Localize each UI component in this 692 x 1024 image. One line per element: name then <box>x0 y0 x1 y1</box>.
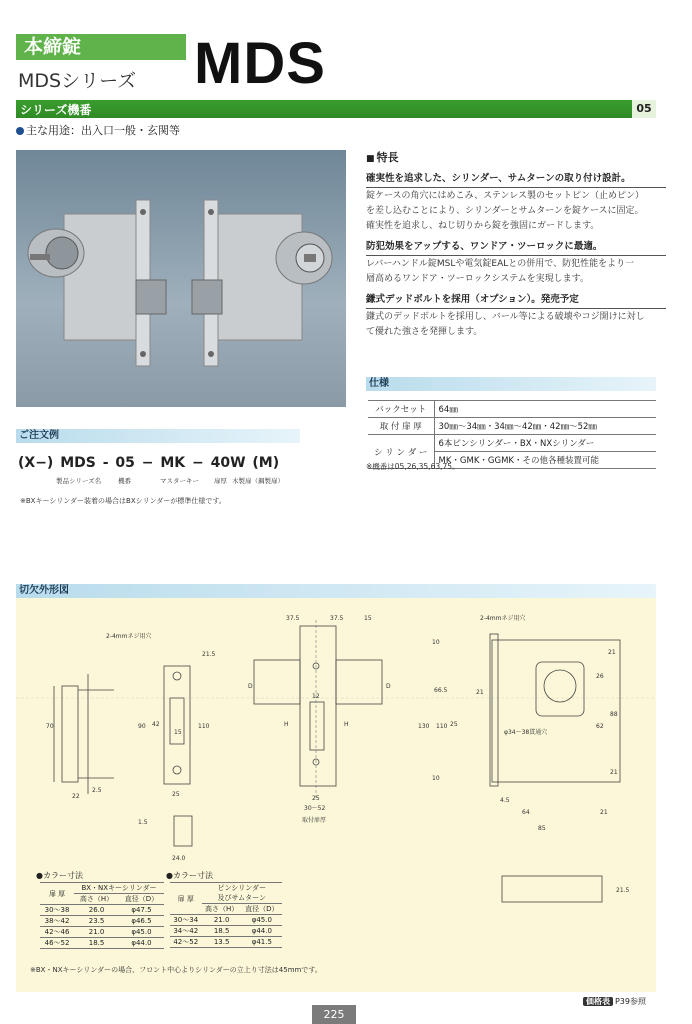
features-heading: ■ 特長 <box>366 150 666 167</box>
section-label: シリーズ機番 <box>20 103 92 117</box>
dim-label: 12 <box>312 693 320 700</box>
color-table-pin <box>170 882 282 948</box>
order-label: 扉厚 <box>214 477 227 485</box>
table-cell: φ45.0 <box>242 915 282 926</box>
price-ref-text: P39参照 <box>614 997 646 1006</box>
spec-key: シ リ ン ダ ー <box>368 435 434 469</box>
dim-label: 1.5 <box>138 819 148 826</box>
table-cell: 扉 厚 <box>170 883 202 915</box>
table-cell: 46〜52 <box>40 938 74 949</box>
table-row <box>40 916 164 927</box>
tailpiece-shape <box>174 816 192 846</box>
table-cell: φ46.5 <box>119 916 164 927</box>
category-label: 本締錠 <box>16 34 186 60</box>
feature-item <box>366 239 666 287</box>
table-cell: 18.5 <box>202 926 242 937</box>
table-cell: 23.5 <box>74 916 119 927</box>
section-bar <box>16 100 656 118</box>
dim-label: 88 <box>610 711 618 718</box>
table-cell: 扉 厚 <box>40 883 74 905</box>
feature-line: て優れた強さを発揮します。 <box>366 327 483 337</box>
dim-label: 10 <box>432 639 440 646</box>
feature-title: 防犯効果をアップする、ワンドア・ツーロックに最適。 <box>366 239 666 256</box>
dim-label: H <box>344 721 349 728</box>
color-table-title: ●カラー寸法 <box>166 871 213 880</box>
features-section <box>366 150 666 345</box>
usage-line <box>16 122 180 138</box>
order-code: (X−) MDS - 05 − MK − 40W (M) <box>18 455 280 471</box>
spec-table <box>368 400 656 469</box>
dim-label: 66.5 <box>434 687 448 694</box>
table-cell: 42〜46 <box>40 927 74 938</box>
feature-line: を差し込むことにより、シリンダーとサムターンを錠ケースに固定。 <box>366 206 644 216</box>
dim-label: H <box>284 721 289 728</box>
dim-label: 130 <box>418 723 430 730</box>
table-cell: φ44.0 <box>119 938 164 949</box>
dim-label: 4.5 <box>500 797 510 804</box>
dim-label: 37.5 <box>330 615 344 622</box>
table-cell: 38〜42 <box>40 916 74 927</box>
color-table-title: ●カラー寸法 <box>36 871 83 880</box>
spec-value: 30㎜〜34㎜・34㎜〜42㎜・42㎜〜52㎜ <box>434 418 656 435</box>
screw-hole-label: 2-4mmネジ用穴 <box>106 633 152 640</box>
table-cell: BX・NXキーシリンダー <box>74 883 164 894</box>
usage-text: 主な用途：出入口一般・玄関等 <box>26 124 180 137</box>
dim-label: 25 <box>450 721 458 728</box>
table-cell: φ44.0 <box>242 926 282 937</box>
table-row <box>368 418 656 435</box>
spec-title: 仕様 <box>366 377 656 391</box>
table-row <box>170 926 282 937</box>
dim-label: 21 <box>608 649 616 656</box>
table-row <box>40 905 164 916</box>
dim-label: 90 <box>138 723 146 730</box>
spec-key: バックセット <box>368 401 434 418</box>
feature-line: 確実性を追求し、ねじ切りから錠を強固にガードします。 <box>366 221 600 231</box>
dim-label: 70 <box>46 723 54 730</box>
table-row <box>40 883 164 894</box>
section-number: 05 <box>632 100 656 118</box>
dim-label: 15 <box>364 615 372 622</box>
dim-label: 110 <box>198 723 210 730</box>
dim-label: 25 <box>312 795 320 802</box>
table-cell: 直径（D） <box>242 904 282 915</box>
table-row <box>170 915 282 926</box>
model-title: MDS <box>194 31 326 96</box>
door-range-label: 30〜52 <box>304 805 326 812</box>
product-photo <box>16 150 346 407</box>
dim-label: 2.5 <box>92 787 102 794</box>
bullet-icon <box>16 127 24 135</box>
table-row <box>170 883 282 904</box>
table-cell: 高さ（H） <box>74 894 119 905</box>
table-row <box>40 927 164 938</box>
feature-item <box>366 171 666 234</box>
feature-title: 確実性を追求した、シリンダー、サムターンの取り付け設計。 <box>366 171 666 188</box>
dim-label: 64 <box>522 809 530 816</box>
color-note: ※BX・NXキーシリンダーの場合、フロント中心よりシリンダーの立上り寸法は45mmです。 <box>30 966 322 974</box>
table-cell: 直径（D） <box>119 894 164 905</box>
dim-label: 110 <box>436 723 448 730</box>
dim-label: 15 <box>174 729 182 736</box>
feature-item <box>366 292 666 340</box>
table-cell: φ45.0 <box>119 927 164 938</box>
mortise-side-shape <box>62 686 78 782</box>
color-table-bx <box>40 882 164 949</box>
order-label: 機番 <box>118 477 131 485</box>
feature-line: 層高めるワンドア・ツーロックシステムを実現します。 <box>366 274 589 284</box>
cylinder-section-shape <box>300 626 336 786</box>
table-row <box>368 401 656 418</box>
order-label: 製品シリーズ名 <box>56 477 102 485</box>
dim-label: 42 <box>152 721 160 728</box>
dim-label: 85 <box>538 825 546 832</box>
order-title: ご注文例 <box>16 429 300 443</box>
table-cell: φ41.5 <box>242 937 282 948</box>
table-row <box>368 435 656 452</box>
table-cell: φ47.5 <box>119 905 164 916</box>
spec-note: ※機番は05,26,35,63,75。 <box>366 462 460 471</box>
screw-hole-label: 2-4mmネジ用穴 <box>480 615 526 622</box>
table-row <box>40 938 164 949</box>
lock-case-shape <box>492 640 620 782</box>
through-hole-label: φ34〜38貫通穴 <box>504 729 548 736</box>
dim-label: 25 <box>172 791 180 798</box>
table-cell: 30〜34 <box>170 915 202 926</box>
page-number: 225 <box>312 1005 356 1024</box>
table-cell: ピンシリンダー 及びサムターン <box>202 883 282 904</box>
table-cell: 高さ（H） <box>202 904 242 915</box>
dim-label: 21.5 <box>616 887 630 894</box>
dim-label: 24.0 <box>172 855 186 862</box>
spec-value: 6本ピンシリンダー・BX・NXシリンダー <box>434 435 656 452</box>
dim-label: 62 <box>596 723 604 730</box>
spec-key: 取 付 扉 厚 <box>368 418 434 435</box>
dim-label: 21 <box>476 689 484 696</box>
dim-label: D <box>386 683 391 690</box>
table-cell: 42〜52 <box>170 937 202 948</box>
dim-label: 21.5 <box>202 651 216 658</box>
table-cell: 13.5 <box>202 937 242 948</box>
dim-label: 10 <box>432 775 440 782</box>
feature-line: 鎌式のデッドボルトを採用し、バール等による破壊やコジ開けに対し <box>366 312 645 322</box>
dim-label: 37.5 <box>286 615 300 622</box>
dim-label: 26 <box>596 673 604 680</box>
feature-title: 鎌式デッドボルトを採用（オプション）。発売予定 <box>366 292 666 309</box>
table-cell: 21.0 <box>202 915 242 926</box>
dim-label: 21 <box>600 809 608 816</box>
bolt-shape <box>502 876 602 902</box>
spec-value: MK・GMK・GGMK・その他各種装置可能 <box>434 452 656 469</box>
table-cell: 21.0 <box>74 927 119 938</box>
dim-label: 22 <box>72 793 80 800</box>
table-cell: 34〜42 <box>170 926 202 937</box>
table-cell: 26.0 <box>74 905 119 916</box>
drawing-title: 切欠外形図 <box>16 584 656 598</box>
dim-label: 21 <box>610 769 618 776</box>
spec-value: 64㎜ <box>434 401 656 418</box>
feature-line: 錠ケースの角穴にはめこみ、ステンレス製のセットピン（止めピン） <box>366 191 644 201</box>
table-row <box>170 937 282 948</box>
feature-line: レバーハンドル錠MSLや電気錠EALとの併用で、防犯性能をより一 <box>366 259 635 269</box>
price-reference <box>583 996 646 1007</box>
dim-label: D <box>248 683 253 690</box>
order-label: マスターキー <box>160 477 199 485</box>
price-tag: 価格表 <box>583 997 613 1006</box>
table-cell: 30〜38 <box>40 905 74 916</box>
series-title: MDSシリーズ <box>18 70 137 92</box>
table-cell: 18.5 <box>74 938 119 949</box>
door-thickness-label: 取付扉厚 <box>302 817 327 824</box>
bx-note: ※BXキーシリンダー装着の場合はBXシリンダーが標準仕様です。 <box>20 497 226 505</box>
order-label: 木製扉（鋼製扉） <box>232 477 284 485</box>
